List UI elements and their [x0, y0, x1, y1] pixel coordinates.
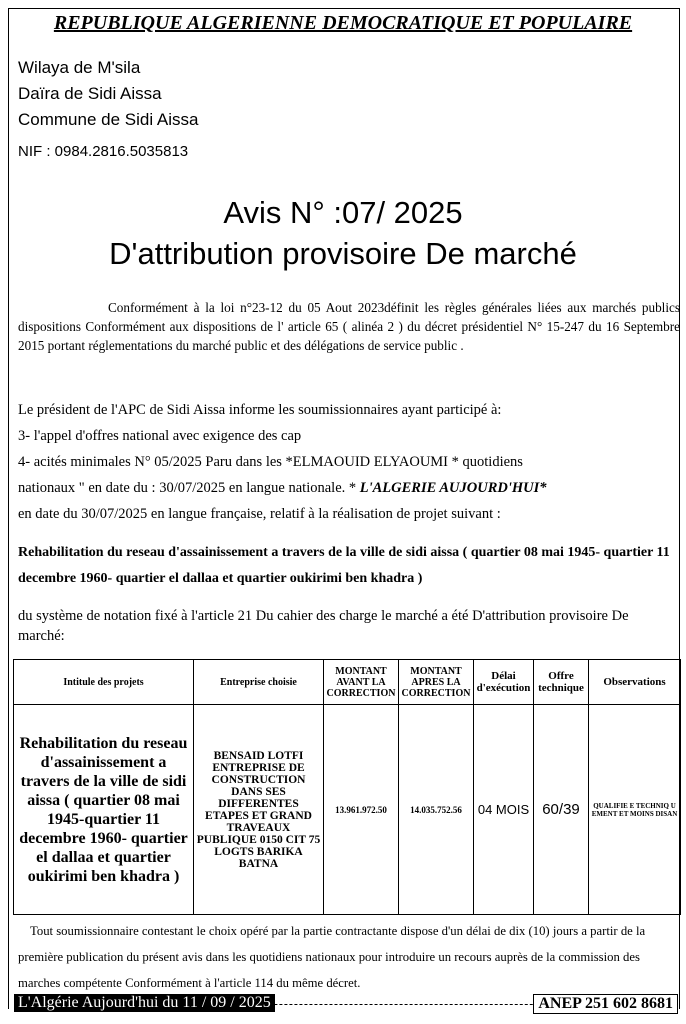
cell-observations: QUALIFIE E TECHNIQ UEMENT ET MOINS DISAN — [589, 705, 681, 915]
footer-text: Tout soumissionnaire contestant le choix opéré par la partie contractante dispose d'un délai de dix (10) jours a partir de la première publication du présent avis dans les quotidiens nationaux pour introduire un recours auprès de la commission des marches compétente Conformément à l'article 114 du même décret. — [18, 924, 646, 990]
commune: Commune de Sidi Aissa — [18, 110, 199, 129]
body-text: nationaux " en date du : 30/07/2025 en langue nationale. * — [18, 480, 357, 496]
cell-tech: 60/39 — [534, 705, 589, 915]
cell-company: BENSAID LOTFI ENTREPRISE DE CONSTRUCTION DANS SES DIFFERENTES ETAPES ET GRAND TRAVEAUX PUBLIQUE 0150 CIT 75 LOGTS BARIKA BATNA — [194, 705, 324, 915]
col-header: Entreprise choisie — [194, 660, 324, 705]
table-header-row — [14, 660, 681, 705]
body-line: en date du 30/07/2025 en langue française, relatif à la réalisation de projet suivant : — [18, 506, 501, 522]
col-header: Offre technique — [534, 660, 589, 705]
body-line: du système de notation fixé à l'article 21 Du cahier des charge le marché a été D'attribution provisoire De marché: — [18, 608, 629, 644]
cell-delay: 04 MOIS — [474, 705, 534, 915]
col-header: Délai d'exécution — [474, 660, 534, 705]
col-header: Observations — [589, 660, 681, 705]
notice-title: D'attribution provisoire De marché — [109, 236, 577, 271]
body-line — [18, 475, 678, 501]
wilaya: Wilaya de M'sila — [18, 58, 141, 77]
cell-after: 14.035.752.56 — [399, 705, 474, 915]
daira: Daïra de Sidi Aissa — [18, 84, 162, 103]
body-line: 4- acités minimales N° 05/2025 Paru dans les *ELMAOUID ELYAOUMI * quotidiens — [18, 454, 523, 470]
republic-heading: REPUBLIQUE ALGERIENNE DEMOCRATIQUE ET POPULAIRE — [53, 12, 633, 34]
notice-number: Avis N° :07/ 2025 — [223, 195, 463, 230]
nif: NIF : 0984.2816.5035813 — [18, 143, 189, 160]
anep-reference: ANEP 251 602 8681 — [533, 994, 678, 1014]
body-line: Le président de l'APC de Sidi Aissa informe les soumissionnaires ayant participé à: — [18, 402, 502, 418]
col-header: MONTANT AVANT LA CORRECTION — [324, 660, 399, 705]
project-title: Rehabilitation du reseau d'assainissement a travers de la ville de sidi aissa ( quartier 08 mai 1945- quartier 11 decembre 1960- quartier el dallaa et quartier oukirimi ben khadra ) — [18, 545, 670, 586]
cell-project: Rehabilitation du reseau d'assainissement a travers de la ville de sidi aissa ( quartier 08 mai 1945-quartier 11 decembre 1960- quartier el dallaa et quartier oukirimi ben khadra ) — [14, 705, 194, 915]
award-table — [13, 659, 681, 915]
body-line: 3- l'appel d'offres national avec exigence des cap — [18, 428, 302, 444]
newspaper-name: L'ALGERIE AUJOURD'HUI* — [359, 480, 547, 496]
col-header: MONTANT APRES LA CORRECTION — [399, 660, 474, 705]
col-header: Intitule des projets — [14, 660, 194, 705]
intro-paragraph: Conformément à la loi n°23-12 du 05 Aout 2023définit les règles générales liées aux marchés publics dispositions Conformément aux dispositions de l' article 65 ( alinéa 2 ) du décret présidentiel N° 15-247 du 16 Septembre 2015 portant réglementations du marché public et des délégations de service public . — [18, 300, 680, 353]
table-row — [14, 705, 681, 915]
newspaper-date: L'Algérie Aujourd'hui du 11 / 09 / 2025 — [14, 994, 275, 1012]
cell-before: 13.961.972.50 — [324, 705, 399, 915]
